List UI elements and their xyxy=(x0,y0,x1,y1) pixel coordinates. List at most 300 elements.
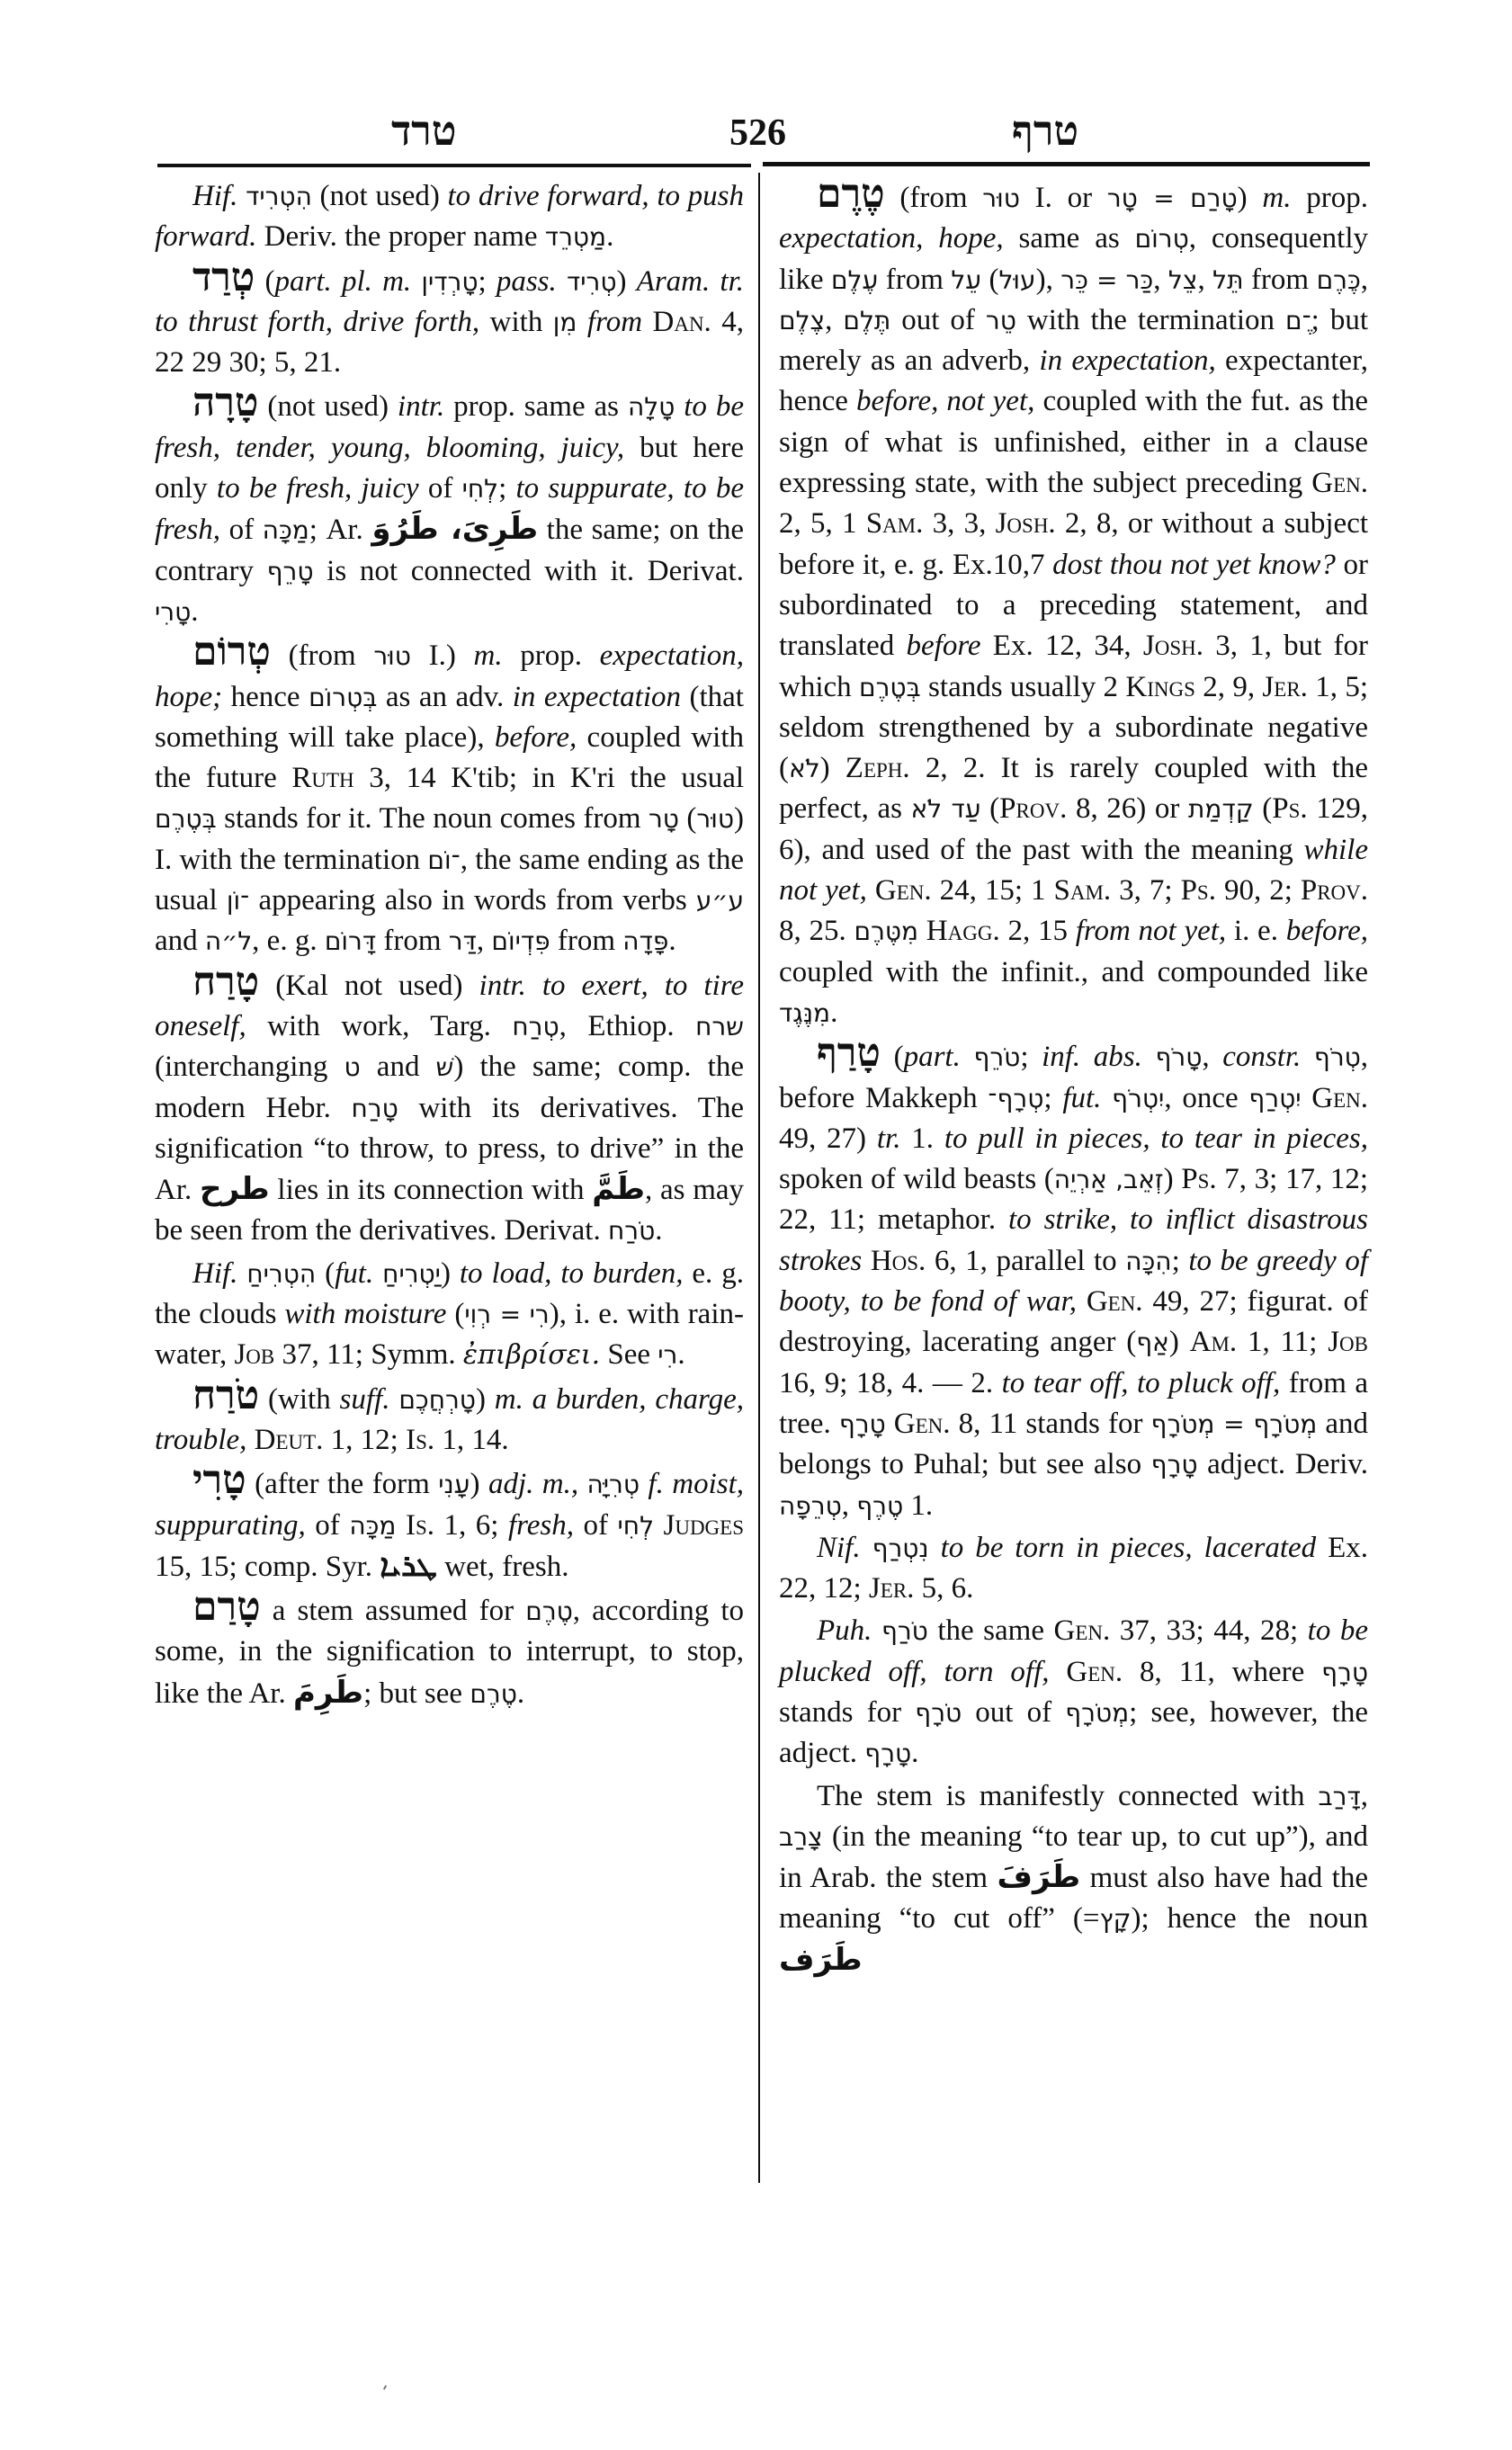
text-run: with work, Targ. xyxy=(246,1009,513,1042)
hebrew-word: זְאֵב, אַרְיֵה xyxy=(1053,1165,1164,1195)
italic-gloss: Nif. xyxy=(817,1531,861,1564)
hebrew-word: קָץ xyxy=(1099,1904,1132,1935)
book-reference: Ps. xyxy=(1180,874,1216,908)
text-run: ) xyxy=(1237,182,1263,214)
text-run: . xyxy=(606,220,614,254)
book-reference: Josh. xyxy=(995,507,1056,541)
hebrew-word: טֹרֵף xyxy=(973,1042,1021,1073)
book-reference: Prov. xyxy=(999,792,1068,826)
hebrew-word: כַּר = כֵּר xyxy=(1060,264,1154,295)
italic-gloss: m. xyxy=(1262,182,1292,214)
italic-gloss: to pull in pieces, to tear in pieces, xyxy=(944,1122,1368,1155)
hebrew-word: טָרָף xyxy=(1150,1450,1198,1480)
hebrew-word: דַּר xyxy=(448,926,477,957)
text-run: expectanter, hence xyxy=(779,344,1368,418)
book-reference: Ps. xyxy=(1181,1163,1217,1196)
hebrew-word: שרח xyxy=(695,1011,744,1042)
text-run: ( xyxy=(255,264,275,298)
book-reference: Dan. xyxy=(652,305,711,338)
text-run: from xyxy=(878,263,952,296)
text-run: ); hence the noun xyxy=(1131,1902,1368,1936)
text-run: ) xyxy=(1168,1326,1190,1359)
text-run xyxy=(862,1245,871,1277)
italic-gloss: with moisture xyxy=(284,1298,447,1331)
text-run: with xyxy=(479,305,553,338)
text-run: ( xyxy=(446,1298,465,1331)
text-run: from xyxy=(550,925,623,958)
hebrew-word: טָרֵף xyxy=(266,556,314,586)
headword: טָרַח xyxy=(192,958,260,1005)
book-reference: Ruth xyxy=(291,762,354,795)
text-run: is not connected with it. Derivat. xyxy=(313,554,744,587)
hebrew-word: מִן xyxy=(552,307,577,337)
headword: טֹרַח xyxy=(192,1372,260,1418)
hebrew-word: טוּר xyxy=(696,804,734,835)
dictionary-entry-tarad xyxy=(155,254,745,384)
text-run: 2, 5, 1 xyxy=(779,507,866,541)
dictionary-entry-tram-stem xyxy=(155,1584,744,1714)
text-run: prop. same as xyxy=(444,390,628,424)
text-run: lies in its connection with xyxy=(269,1174,593,1207)
italic-gloss: fut. xyxy=(335,1256,374,1290)
text-run: stands for it. The noun comes from xyxy=(216,802,649,836)
text-run: ; Ar. xyxy=(309,514,372,547)
hebrew-word: טֹרַף xyxy=(881,1616,928,1647)
hebrew-word: נִטְרַף xyxy=(872,1533,929,1563)
text-run: , xyxy=(1202,1041,1223,1074)
text-run: and xyxy=(155,925,205,958)
italic-gloss: Aram. tr. to thrust forth, drive forth, xyxy=(155,264,745,338)
headword: טֶרֶם xyxy=(817,171,885,217)
headword: טְרַד xyxy=(192,254,255,300)
text-run: a stem assumed for xyxy=(260,1595,526,1628)
text-run: . xyxy=(655,1214,663,1247)
text-run: ) xyxy=(616,264,637,298)
text-run: and belongs to Puhal; but see also xyxy=(779,1407,1369,1481)
text-run: , xyxy=(1153,263,1168,296)
hebrew-word: צֵל xyxy=(1168,264,1198,295)
text-run: 8, 11 stands for xyxy=(950,1407,1151,1440)
italic-gloss: fut. xyxy=(1062,1081,1102,1114)
text-run xyxy=(578,1468,586,1500)
text-run: . xyxy=(191,595,199,628)
text-run: . xyxy=(911,1737,919,1770)
text-run: , before Makkeph xyxy=(779,1041,1369,1114)
book-reference: Jer. xyxy=(1262,670,1308,703)
hebrew-word: קַדְמַת xyxy=(1188,794,1254,825)
hebrew-word: צָרַב xyxy=(779,1821,823,1852)
text-run: ) the same; comp. the modern Hebr. xyxy=(155,1051,744,1124)
dictionary-entry-tarah-kal xyxy=(155,958,745,1252)
text-run: , according to some, in the signification to interrupt, to stop, like the Ar. xyxy=(155,1595,744,1710)
text-run: appearing also in words from verbs xyxy=(249,884,696,917)
text-run: 2, 8, or without a subject before it, e. g. Ex.10,7 xyxy=(779,507,1369,581)
text-run: ; xyxy=(1043,1081,1063,1114)
dictionary-entry-tari xyxy=(155,1457,745,1587)
italic-gloss: adj. m., xyxy=(488,1468,579,1501)
book-reference: Am. xyxy=(1189,1326,1238,1359)
text-run: , consequently like xyxy=(779,222,1369,296)
text-run: 129, 6), and used of the past with the meaning xyxy=(779,792,1368,866)
text-run xyxy=(642,306,652,338)
text-run: 7, 3; 17, 12; 22, 11; metaphor. xyxy=(779,1163,1368,1237)
text-run: The stem is manifestly connected with xyxy=(817,1779,1319,1812)
book-reference: Job xyxy=(1328,1326,1368,1359)
italic-gloss: while not yet, xyxy=(779,833,1368,908)
hebrew-word: צֶלֶם xyxy=(779,305,826,335)
header-rule-right xyxy=(763,162,1370,166)
text-run xyxy=(929,1532,941,1564)
book-reference: Is. xyxy=(406,1423,435,1456)
text-run: ) I. with the termination xyxy=(155,802,744,876)
text-run: Deriv. the proper name xyxy=(256,220,545,254)
hebrew-word: לְחִי xyxy=(461,474,499,505)
text-run: 37, 33; 44, 28; xyxy=(1110,1614,1308,1648)
text-run: ; xyxy=(1020,1041,1042,1074)
italic-gloss: fresh, xyxy=(507,1508,574,1542)
text-run: ), xyxy=(1035,263,1061,296)
book-reference: Zeph. xyxy=(845,752,910,785)
book-reference: Is. xyxy=(405,1508,434,1542)
hebrew-word: טָרָף xyxy=(838,1408,886,1439)
book-reference: Job xyxy=(234,1338,275,1372)
italic-gloss: constr. xyxy=(1222,1041,1302,1074)
text-run xyxy=(1101,1082,1112,1114)
text-run: , the same ending as the usual xyxy=(155,843,744,917)
hebrew-word: רִי xyxy=(658,1340,678,1371)
text-run: , e. g. xyxy=(252,925,325,958)
hebrew-word: עָנִי xyxy=(438,1470,470,1500)
italic-gloss: from not yet, xyxy=(1075,915,1227,948)
book-reference: Jer. xyxy=(868,1572,915,1605)
hebrew-word: שׁ xyxy=(435,1052,454,1083)
book-reference: Kings xyxy=(1125,670,1195,703)
text-run: . xyxy=(830,996,838,1029)
italic-gloss: from xyxy=(586,305,643,338)
dictionary-entry-terem xyxy=(779,171,1369,1033)
italic-gloss: suff. xyxy=(339,1382,390,1416)
italic-gloss: before, xyxy=(1285,915,1369,948)
text-run: ), i. e. with rain-water, xyxy=(155,1298,744,1372)
text-run xyxy=(1050,1656,1067,1688)
text-run: 37, 11; Symm. xyxy=(274,1338,463,1372)
text-run: of xyxy=(305,1508,350,1542)
text-run: 15, 15; comp. Syr. xyxy=(155,1550,380,1583)
italic-gloss: before, not yet, xyxy=(856,385,1035,418)
book-reference: Gen. xyxy=(893,1407,951,1440)
book-reference: Hagg. xyxy=(926,915,1000,948)
hebrew-word: עַד לֹא xyxy=(910,794,981,825)
hebrew-word: מִטֶּרֶם xyxy=(854,917,919,947)
italic-gloss: to load, to burden, xyxy=(459,1256,684,1290)
book-reference: Prov. xyxy=(1300,874,1369,908)
hebrew-word: יַטְרִיחַ xyxy=(382,1258,441,1289)
italic-gloss: tr. xyxy=(876,1122,901,1155)
hebrew-word: ע״ע xyxy=(695,886,744,917)
italic-gloss: to tear off, to pluck off, xyxy=(1001,1366,1281,1399)
text-run: must also have had the meaning “to cut off” (= xyxy=(779,1862,1368,1936)
text-run: wet, fresh. xyxy=(436,1550,569,1583)
arabic-word: ܛܪܝܐ xyxy=(380,1547,437,1584)
print-speck xyxy=(383,2385,387,2390)
hebrew-word: הִכָּה xyxy=(1125,1246,1172,1276)
hebrew-word: טָרִי xyxy=(155,596,192,627)
hebrew-word: טָרְחֲכֶם xyxy=(398,1384,476,1415)
text-run: with its derivatives. The signification “to throw, to press, to drive” in the Ar. xyxy=(155,1091,744,1207)
text-run: 2, 15 xyxy=(999,915,1076,948)
hebrew-word: טָרָף xyxy=(1321,1657,1369,1687)
italic-gloss: Hif. xyxy=(192,180,246,212)
italic-gloss: to drive forward, to push forward. xyxy=(155,180,744,254)
hebrew-word: פִּדְיוֹם xyxy=(491,926,550,957)
text-run: ( xyxy=(678,802,697,836)
text-run xyxy=(577,306,586,338)
text-run: 49, 27; figurat. of destroying, lacerating anger ( xyxy=(779,1285,1368,1359)
hebrew-word: מַכָּה xyxy=(262,515,309,546)
italic-gloss: to suppurate, to be fresh, xyxy=(155,472,744,547)
arabic-word: طَرَفَ xyxy=(997,1859,1081,1896)
text-run: 2, 2. It is rarely coupled with the perfect, as xyxy=(779,752,1368,826)
italic-gloss: in expectation xyxy=(512,680,682,713)
book-reference: Sam. xyxy=(865,507,924,541)
book-reference: Gen. xyxy=(1311,467,1368,500)
right-guide-word: טרף xyxy=(1012,106,1079,155)
arabic-word: طَرِمَ xyxy=(292,1674,364,1711)
headword: טְרוֹם xyxy=(192,629,271,675)
left-column xyxy=(155,176,744,1714)
text-run: , Ethiop. xyxy=(559,1009,696,1042)
dictionary-entry-torah xyxy=(155,1372,744,1462)
hebrew-word: יִטְרַף xyxy=(1248,1083,1302,1113)
italic-gloss: dost thou not yet know? xyxy=(1052,548,1336,581)
hebrew-word: לֹא xyxy=(789,754,820,784)
hebrew-word: טֶרֶף xyxy=(856,1490,904,1521)
text-run xyxy=(861,1532,872,1564)
text-run: 1, 5; seldom strengthened by a subordinate negative ( xyxy=(779,670,1368,785)
book-reference: Sam. xyxy=(1053,874,1112,908)
text-run: ; xyxy=(498,472,516,505)
text-run: 8, 25. xyxy=(779,915,854,948)
book-reference: Gen. xyxy=(1053,1614,1111,1648)
italic-gloss: pass. xyxy=(496,264,557,298)
text-run xyxy=(675,390,684,423)
text-run: ( xyxy=(316,1256,336,1290)
dictionary-entry-hif-hitriah xyxy=(155,1254,744,1376)
text-run: (not used) xyxy=(311,180,448,212)
text-run xyxy=(246,1424,254,1456)
text-run: 90, 2; xyxy=(1215,874,1301,908)
headword: טָרִי xyxy=(192,1457,246,1504)
text-run: of xyxy=(418,472,462,505)
hebrew-word: טֹרַח xyxy=(607,1216,656,1247)
text-run xyxy=(872,1614,881,1647)
hebrew-word: טֶרֶם xyxy=(470,1678,517,1709)
italic-gloss: expectation, hope; xyxy=(155,639,744,713)
hebrew-word: בְּטֶרֶם xyxy=(155,804,217,835)
text-run: Ex. 22, 12; xyxy=(779,1531,1369,1605)
text-run: the same xyxy=(927,1614,1054,1648)
text-run: ) xyxy=(475,1382,495,1416)
text-run: from xyxy=(376,925,449,958)
text-run xyxy=(373,1257,382,1290)
hebrew-word: דָּרוֹם xyxy=(324,926,377,957)
book-reference: Gen. xyxy=(1311,1081,1368,1114)
text-run: (not used) xyxy=(258,390,398,424)
text-run xyxy=(1142,1041,1156,1073)
text-run: 1, 6; xyxy=(434,1508,508,1542)
text-run: (from xyxy=(270,639,374,673)
text-run: from xyxy=(1243,263,1317,296)
italic-gloss: part. pl. m. xyxy=(274,264,412,298)
italic-gloss: in expectation, xyxy=(1039,344,1216,378)
hebrew-word: ־וֹם xyxy=(427,845,461,875)
hebrew-word: טוּר xyxy=(373,641,411,672)
text-run xyxy=(557,265,567,298)
italic-gloss: m. a burden, charge, trouble, xyxy=(155,1382,744,1456)
hebrew-word: דָּרַב xyxy=(1318,1781,1361,1811)
hebrew-word: טָרָף xyxy=(864,1739,912,1769)
text-run: or subordinated to a preceding statement, and translated xyxy=(779,548,1368,663)
text-run: ) xyxy=(1163,1163,1182,1196)
hebrew-word: תֶּלֶם xyxy=(843,305,891,335)
text-run xyxy=(961,1041,974,1073)
hebrew-word: טֶרֶם xyxy=(525,1596,573,1627)
hebrew-word: טֹרָף xyxy=(915,1697,962,1728)
hebrew-word: טוּר xyxy=(982,183,1020,213)
hebrew-word: מְטֹרָף = מְטֹרָף xyxy=(1150,1408,1318,1439)
text-run xyxy=(411,265,421,298)
text-run: Ex. 12, 34, xyxy=(980,630,1143,663)
italic-gloss: f. moist, suppurating, xyxy=(155,1468,745,1542)
italic-gloss: to be fresh, juicy xyxy=(216,472,419,505)
hebrew-word: ט xyxy=(344,1052,361,1083)
greek-word: ἐπιβρίσει. xyxy=(462,1339,601,1372)
arabic-word: طَرِىَ، طَرُوَ xyxy=(371,511,539,548)
dictionary-entry-stem-note xyxy=(779,1776,1368,1981)
text-run: prop. xyxy=(502,639,600,673)
hebrew-word: טֵר xyxy=(985,305,1016,335)
column-divider xyxy=(758,173,760,2183)
text-run: 24, 15; 1 xyxy=(931,874,1054,908)
text-run: (Kal not used) xyxy=(259,969,479,1002)
text-run xyxy=(1301,1041,1314,1073)
text-run: ) xyxy=(440,1256,460,1290)
italic-gloss: to be plucked off, torn off, xyxy=(779,1614,1368,1688)
text-run: (interchanging xyxy=(155,1051,344,1084)
dictionary-entry-hif-hatrid xyxy=(155,176,744,258)
text-run: 1. xyxy=(903,1489,934,1522)
text-run xyxy=(918,915,926,947)
text-run: stands for xyxy=(779,1695,916,1729)
text-run xyxy=(1302,1082,1312,1114)
text-run: hence xyxy=(222,680,309,713)
text-run: as an adv. xyxy=(377,680,513,713)
running-head xyxy=(157,106,1369,160)
hebrew-word: אַף xyxy=(1136,1328,1169,1358)
text-run: I.) xyxy=(410,639,474,673)
hebrew-word: ־ֶם xyxy=(1284,305,1311,335)
text-run: ( xyxy=(1253,792,1273,826)
text-run: coupled with the fut. as the sign of what is unfinished, either in a clause expressing state, with the subject preceding xyxy=(779,385,1368,500)
hebrew-word: טָרְדִין xyxy=(421,266,479,297)
dictionary-entry-taraf xyxy=(779,1030,1369,1526)
italic-gloss: to be fresh, tender, young, blooming, juicy, xyxy=(155,390,745,464)
hebrew-word: טָלָה xyxy=(627,392,675,423)
hebrew-word: כֶּרֶם xyxy=(1316,264,1361,295)
text-run: , xyxy=(1360,1779,1368,1812)
italic-gloss: to strike, to inflict disastrous strokes xyxy=(779,1203,1369,1277)
hebrew-word: טָרַם = טָר xyxy=(1106,183,1238,213)
text-run: out of xyxy=(890,303,986,336)
text-run: 2, 9, xyxy=(1194,670,1263,703)
text-run: , as may be seen from the derivatives. Derivat. xyxy=(155,1174,745,1247)
text-run: spoken of wild beasts ( xyxy=(779,1163,1054,1196)
text-run: coupled with the infinit., and compounded like xyxy=(779,955,1368,988)
italic-gloss: before, xyxy=(494,720,577,754)
text-run: . xyxy=(668,925,676,958)
text-run: stands usually 2 xyxy=(920,670,1126,703)
italic-gloss: Puh. xyxy=(817,1614,872,1648)
arabic-word: طرح xyxy=(200,1171,270,1208)
text-run: 16, 9; 18, 4. — 2. xyxy=(779,1366,1002,1399)
text-run: 49, 27) xyxy=(779,1122,877,1155)
hebrew-word: הִטְרִיד xyxy=(246,182,312,211)
text-run: (in the meaning “to tear up, to cut up”), and in Arab. the stem xyxy=(779,1820,1368,1895)
book-reference: Gen. xyxy=(1086,1285,1143,1319)
hebrew-word: טְרִיָּה xyxy=(586,1470,640,1500)
text-run: from a tree. xyxy=(779,1366,1368,1440)
text-run: (that something will take place), xyxy=(155,680,744,754)
hebrew-word: פָּדָה xyxy=(622,926,669,957)
text-run: i. e. xyxy=(1226,915,1286,948)
hebrew-word: טְרָף־ xyxy=(988,1083,1044,1113)
italic-gloss: expectation, hope, xyxy=(779,222,1004,255)
hebrew-word: ־וֹן xyxy=(226,886,250,917)
header-rule-left xyxy=(157,164,751,167)
italic-gloss: Hif. xyxy=(192,1256,247,1290)
text-run: 4, 22 29 30; 5, 21. xyxy=(155,305,745,380)
text-run xyxy=(867,874,875,907)
hebrew-word: עֶלֶם xyxy=(830,264,879,295)
text-run: coupled with the future xyxy=(155,720,744,795)
hebrew-word: עוּל xyxy=(998,264,1036,295)
text-run: the same; on the contrary xyxy=(155,514,745,587)
dictionary-entry-puh-toraf xyxy=(779,1611,1368,1774)
italic-gloss: m. xyxy=(473,639,503,673)
book-reference: Judges xyxy=(663,1508,745,1542)
text-run: 1, 12; xyxy=(323,1423,407,1456)
hebrew-word: לְחִי xyxy=(617,1510,654,1541)
book-reference: Ps. xyxy=(1272,792,1308,826)
text-run: e. g. the clouds xyxy=(155,1256,744,1331)
text-run: (after the form xyxy=(246,1468,439,1501)
hebrew-word: מְטֹרָף xyxy=(1065,1697,1130,1728)
text-run: ) xyxy=(819,752,845,785)
text-run: ; see, however, the adject. xyxy=(779,1695,1368,1770)
text-run: ( xyxy=(980,792,1000,826)
text-run: ; but merely as an adverb, xyxy=(779,303,1369,378)
text-run: of xyxy=(220,514,263,547)
text-run: 3, 3, xyxy=(923,507,996,541)
text-run: ) xyxy=(470,1468,488,1501)
text-run: 5, 6. xyxy=(914,1572,974,1605)
dictionary-entry-tarom xyxy=(155,629,745,961)
text-run: , xyxy=(825,303,844,336)
hebrew-word: טָר xyxy=(649,804,679,835)
text-run: and xyxy=(360,1051,436,1084)
text-run: same as xyxy=(1003,222,1135,255)
hebrew-word: טָרַח xyxy=(351,1093,398,1123)
